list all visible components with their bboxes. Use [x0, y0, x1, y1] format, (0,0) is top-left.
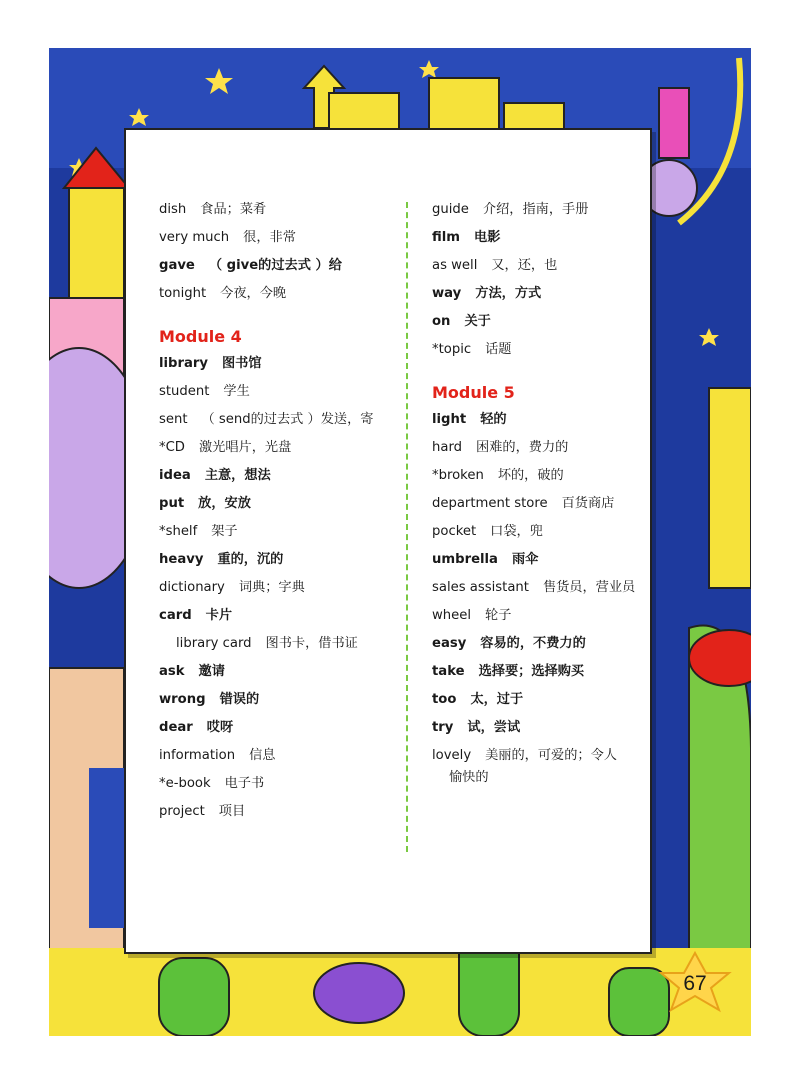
vocab-word: pocket [432, 524, 477, 539]
vocab-meaning: 售货员，营业员 [542, 580, 636, 595]
vocab-meaning: 轮子 [485, 608, 512, 623]
vocab-meaning: 图书卡，借书证 [265, 636, 358, 651]
purple-robot [314, 963, 404, 1023]
vocab-meaning: 重的，沉的 [217, 552, 284, 567]
vocab-entry [159, 410, 399, 430]
vocab-entry [159, 606, 399, 626]
vocab-word: dear [159, 720, 193, 735]
vocab-word: on [432, 314, 451, 329]
vocab-word: ask [159, 664, 185, 679]
vocab-meaning: 邀请 [198, 664, 225, 679]
vocab-entry [159, 494, 399, 514]
vocab-word: student [159, 384, 210, 399]
vocab-entry [432, 256, 672, 276]
vocab-entry [432, 690, 672, 710]
page-number: 67 [683, 972, 707, 995]
vocab-word: hard [432, 440, 463, 455]
vocab-entry [432, 200, 672, 220]
vocab-meaning: 电子书 [224, 776, 265, 791]
vocab-entry [159, 718, 399, 738]
vocab-meaning: 哎呀 [206, 720, 234, 735]
vocab-entry [159, 284, 399, 304]
vocab-entry [159, 662, 399, 682]
vocab-entry [159, 774, 399, 794]
vocab-word: project [159, 804, 205, 819]
vocab-word: information [159, 748, 236, 763]
vocab-word: *topic [432, 342, 472, 357]
vocab-word: way [432, 286, 462, 301]
vocab-meaning: 卡片 [205, 608, 233, 623]
right-entries-top [432, 200, 672, 360]
vocab-entry [432, 746, 672, 766]
vocab-entry [432, 550, 672, 570]
vocab-meaning: 轻的 [480, 412, 507, 427]
left-entries-top [159, 200, 399, 304]
vocab-meaning: 图书馆 [221, 356, 262, 371]
vocab-entry [432, 606, 672, 626]
vocab-meaning: 激光唱片，光盘 [198, 440, 292, 455]
vocab-entry [159, 578, 399, 598]
vocab-word: lovely [432, 748, 472, 763]
vocab-word: try [432, 720, 454, 735]
vocab-word: library card [176, 636, 252, 651]
vocab-entry [432, 634, 672, 654]
vocab-entry [432, 438, 672, 458]
man-in-glasses [49, 668, 124, 968]
vocab-word: wheel [432, 608, 472, 623]
vocab-entry [159, 690, 399, 710]
vocab-word: gave [159, 258, 195, 273]
vocab-entry [159, 354, 399, 374]
vocab-meaning: （ send的过去式 ）发送，寄 [201, 412, 374, 427]
vocab-meaning: 雨伞 [511, 552, 539, 567]
vocab-word: dictionary [159, 580, 225, 595]
vocab-word: light [432, 412, 467, 427]
vocab-word: heavy [159, 552, 204, 567]
vocab-word: *CD [159, 440, 185, 455]
vocab-entry [159, 256, 399, 276]
vocab-meaning: 愉快的 [449, 770, 489, 785]
vocab-word: tonight [159, 286, 207, 301]
vocab-word: put [159, 496, 185, 511]
right-entries-module [432, 410, 672, 788]
vocab-word: *e-book [159, 776, 211, 791]
vocab-entry [432, 494, 672, 514]
vocab-meaning: 主意，想法 [204, 468, 271, 483]
vocab-meaning: 很，非常 [243, 230, 296, 245]
vocab-word: dish [159, 202, 187, 217]
vocab-meaning: 关于 [464, 314, 491, 329]
left-entries-module [159, 354, 399, 822]
vocab-word: department store [432, 496, 548, 511]
vocab-entry [432, 228, 672, 248]
vocab-meaning: 太，过于 [470, 692, 524, 707]
vocab-meaning: 话题 [485, 342, 512, 357]
vocab-word: sent [159, 412, 188, 427]
vocab-word: take [432, 664, 465, 679]
vocab-meaning: 项目 [218, 804, 246, 819]
vocab-word: as well [432, 258, 478, 273]
vocab-word: guide [432, 202, 469, 217]
vocab-entry [159, 200, 399, 220]
vocab-meaning: 架子 [211, 524, 238, 539]
vocab-meaning: 百货商店 [561, 496, 615, 511]
vocab-entry [159, 228, 399, 248]
vocab-meaning: 试，尝试 [467, 720, 521, 735]
vocab-meaning: 信息 [249, 748, 276, 763]
vocab-meaning: 电影 [474, 230, 501, 245]
vocab-meaning: 今夜，今晚 [220, 286, 287, 301]
column-divider [406, 202, 408, 852]
vocab-word: *broken [432, 468, 484, 483]
vocab-word: film [432, 230, 461, 245]
vocab-entry [432, 522, 672, 542]
vocab-entry [432, 312, 672, 332]
vocab-meaning: 美丽的，可爱的；令人 [485, 748, 617, 763]
vocab-entry [432, 410, 672, 430]
vocab-entry [159, 634, 399, 654]
vocab-meaning: 方法，方式 [475, 286, 542, 301]
vocab-word: easy [432, 636, 467, 651]
vocab-meaning: 词典；字典 [238, 580, 305, 595]
vocab-entry [432, 466, 672, 486]
vocab-meaning: 食品；菜肴 [200, 202, 267, 217]
vocab-meaning: 放，安放 [198, 496, 251, 511]
vocab-entry [432, 284, 672, 304]
vocab-entry [159, 746, 399, 766]
vocab-entry [432, 718, 672, 738]
vocab-entry [432, 340, 672, 360]
vocab-meaning: 又，还，也 [491, 258, 558, 273]
vocab-entry [159, 550, 399, 570]
vocab-entry [432, 578, 672, 598]
vocab-word: sales assistant [432, 580, 529, 595]
vocab-entry [159, 522, 399, 542]
vocab-meaning: 坏的，破的 [497, 468, 564, 483]
vocab-word: umbrella [432, 552, 498, 567]
vocab-meaning: 学生 [223, 384, 250, 399]
left-column [159, 200, 399, 830]
vocab-meaning: 错误的 [219, 692, 260, 707]
module-4-heading: Module 4 [159, 327, 242, 346]
vocab-word: idea [159, 468, 191, 483]
vocab-word: very much [159, 230, 230, 245]
vocab-entry [159, 438, 399, 458]
vocab-meaning: 口袋，兜 [490, 524, 543, 539]
vocab-meaning: 介绍，指南，手册 [482, 202, 589, 217]
vocab-entry [432, 768, 672, 788]
vocab-word: wrong [159, 692, 206, 707]
vocab-word: *shelf [159, 524, 198, 539]
module-5-heading: Module 5 [432, 383, 515, 402]
vocab-entry [432, 662, 672, 682]
vocab-word: too [432, 692, 457, 707]
vocab-meaning: 容易的，不费力的 [480, 636, 586, 651]
vocab-entry [159, 382, 399, 402]
vocab-meaning: 困难的，费力的 [476, 440, 569, 455]
vocab-meaning: 选择要；选择购买 [478, 664, 585, 679]
vocab-meaning: （ give的过去式 ）给 [208, 258, 342, 273]
vocab-word: library [159, 356, 208, 371]
vocab-entry [159, 802, 399, 822]
vocab-entry [159, 466, 399, 486]
vocab-word: card [159, 608, 192, 623]
right-column [432, 200, 672, 796]
